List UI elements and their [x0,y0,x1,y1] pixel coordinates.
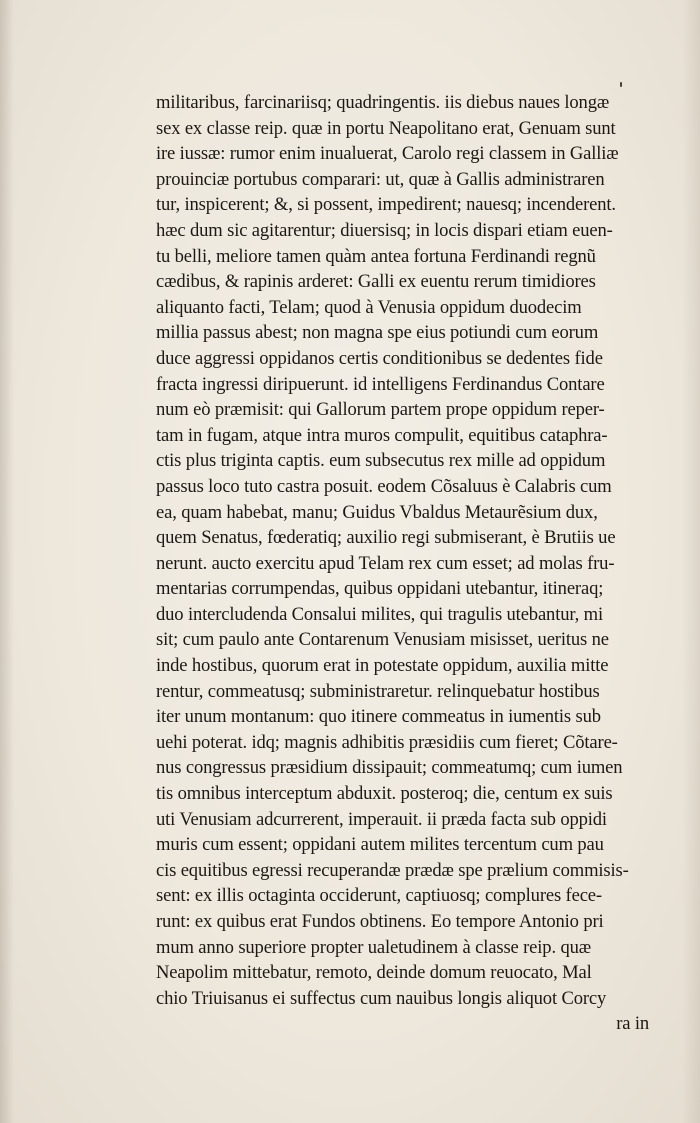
text-line: ire iussæ: rumor enim inualuerat, Carolo regi classem in Galliæ [156,143,619,165]
text-line: cis equitibus egressi recuperandæ prædæ spe prælium commisis- [156,859,629,881]
text-line: nus congressus præsidium dissipauit; commeatumq; cum iumen [156,757,623,779]
text-line: quem Senatus, fœderatiq; auxilio regi submiserant, è Brutiis ue [156,527,616,549]
text-line: passus loco tuto castra posuit. eodem Cõsaluus è Calabris cum [156,475,612,497]
text-line: prouinciæ portubus comparari: ut, quæ à Gallis administraren [156,168,605,190]
text-line: tis omnibus interceptum abduxit. posteroq; die, centum ex suis [156,783,613,805]
text-line: inde hostibus, quorum erat in potestate oppidum, auxilia mitte [156,655,609,677]
text-line: nerunt. aucto exercitu apud Telam rex cum esset; ad molas fru- [156,552,615,574]
catchword: ra in [616,1013,649,1035]
text-line: mum anno superiore propter ualetudinem à classe reip. quæ [156,936,591,958]
text-line: millia passus abest; non magna spe eius potiundi cum eorum [156,322,599,344]
text-line: mentarias corrumpendas, quibus oppidani utebantur, itineraq; [156,578,604,600]
text-line: iter unum montanum: quo itinere commeatus in iumentis sub [156,706,601,728]
text-line: chio Triuisanus ei suffectus cum nauibus longis aliquot Corcy [156,987,607,1009]
text-line: Neapolim mittebatur, remoto, deinde domum reuocato, Mal [156,962,592,984]
text-line: num eò præmisit: qui Gallorum partem prope oppidum reper- [156,399,605,421]
text-line: tur, inspicerent; &, si possent, impedirent; nauesq; incenderent. [156,194,616,216]
text-line: tam in fugam, atque intra muros compulit, equitibus cataphra- [156,424,608,446]
text-block [156,90,661,1037]
text-line: sex ex classe reip. quæ in portu Neapolitano erat, Genuam sunt [156,117,616,139]
page-edge-shadow [682,0,700,1123]
text-line: cædibus, & rapinis arderet: Galli ex euentu rerum timidiores [156,271,596,293]
text-line: aliquanto facti, Telam; quod à Venusia oppidum duodecim [156,296,582,318]
text-line: ctis plus triginta captis. eum subsecutus rex mille ad oppidum [156,450,606,472]
text-line: runt: ex quibus erat Fundos obtinens. Eo tempore Antonio pri [156,911,604,932]
text-line: uehi poterat. idq; magnis adhibitis præsidiis cum fieret; Cõtare- [156,731,618,753]
text-line: hæc dum sic agitarentur; diuersisq; in locis dispari etiam euen- [156,219,613,241]
text-line: tu belli, meliore tamen quàm antea fortuna Ferdinandi regnũ [156,245,596,267]
text-line: militaribus, farcinariisq; quadringentis. iis diebus naues longæ [156,92,610,113]
binding-shadow [0,0,14,1123]
text-line: sit; cum paulo ante Contarenum Venusiam misisset, ueritus ne [156,629,609,651]
text-line: muris cum essent; oppidani autem milites tercentum cum pau [156,834,604,856]
text-line: sent: ex illis octaginta occiderunt, captiuosq; complures fece- [156,885,602,907]
text-line: duo intercludenda Consalui milites, qui tragulis utebantur, mi [156,603,603,625]
text-line: ea, quam habebat, manu; Guidus Vbaldus Metaurẽsium dux, [156,501,598,523]
ink-speck [620,82,622,87]
text-line: uti Venusiam adcurrerent, imperauit. ii præda facta sub oppidi [156,808,607,830]
text-line: rentur, commeatusq; subministraretur. relinquebatur hostibus [156,680,600,702]
text-line: fracta ingressi diripuerunt. id intelligens Ferdinandus Contare [156,373,605,395]
text-line: duce aggressi oppidanos certis conditionibus se dedentes fide [156,347,603,369]
